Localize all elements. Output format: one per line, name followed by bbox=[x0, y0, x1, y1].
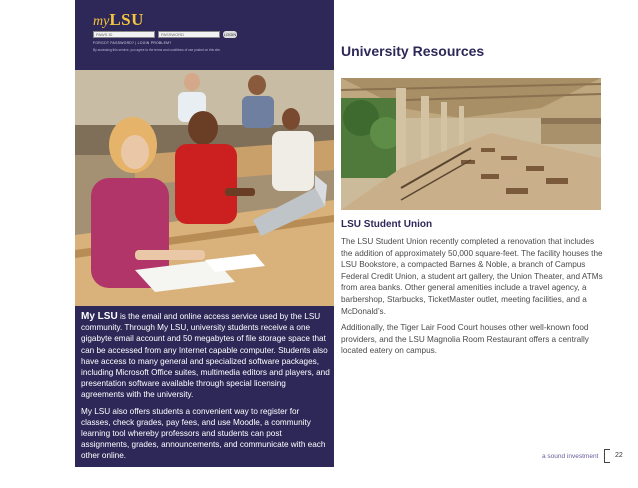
mylsu-paragraph-2: My LSU also offers students a convenient way to register for classes, check grades, pay fees, and use Moodle, a community learning tool whereby professors and students can post assignments, grades, announcements, and communicate with each other online. bbox=[81, 406, 326, 461]
student-union-title: LSU Student Union bbox=[341, 219, 433, 230]
login-button: LOGIN bbox=[223, 32, 237, 37]
login-help-links: FORGOT PASSWORD? | LOGIN PROBLEM? bbox=[93, 41, 172, 45]
mylsu-paragraph-1-text: is the email and online access service used by the LSU community. Through My LSU, university students receive a one gigabyte email account and 50 megabytes of file storage space that can be accessed from any Internet capable computer. Students also have access to many general and specialized software packages, including Microsoft Office suites, multimedia editors and players, and presentation software available through special licensing agreements with the university. bbox=[81, 312, 330, 400]
mylsu-logo bbox=[93, 10, 144, 30]
mylsu-description bbox=[81, 311, 331, 467]
username-field: PAWS ID bbox=[93, 31, 155, 38]
login-notice: By accessing this service, you agree to the terms and conditions of use posted on this site. bbox=[93, 48, 221, 52]
logo-my: my bbox=[93, 14, 110, 29]
mylsu-login-screenshot bbox=[75, 0, 334, 70]
classroom-photo bbox=[75, 70, 334, 306]
footer-bracket-icon bbox=[604, 449, 610, 463]
password-field: PASSWORD bbox=[158, 31, 220, 38]
footer-tagline: a sound investment bbox=[542, 453, 599, 460]
student-union-illustration bbox=[341, 78, 601, 210]
student-union-paragraph-1: The LSU Student Union recently completed a renovation that includes the addition of approximately 50,000 square-feet. The facility houses the LSU Bookstore, a compacted Barnes & Noble, a branch of Campus Federal Credit Union, a student art gallery, the Union Theater, and ATMs from area banks. Other general amenities include a travel agency, a barbershop, Starbucks, TicketMaster outlet, meeting facilities, and a McDonald’s. bbox=[341, 237, 603, 316]
classroom-photo-illustration bbox=[75, 70, 334, 306]
mylsu-paragraph-1 bbox=[81, 311, 331, 401]
student-union-photo bbox=[341, 78, 601, 210]
section-title: University Resources bbox=[341, 43, 485, 59]
student-union-paragraph-2: Additionally, the Tiger Lair Food Court houses other well-known food providers, and the LSU Magnolia Room Restaurant offers a centrally located eatery on campus. bbox=[341, 323, 589, 356]
login-row bbox=[93, 31, 237, 38]
left-column bbox=[75, 0, 334, 467]
mylsu-lead: My LSU bbox=[81, 311, 118, 322]
student-union-description bbox=[341, 236, 603, 362]
page-number: 22 bbox=[615, 452, 623, 459]
logo-lsu: LSU bbox=[109, 10, 144, 29]
